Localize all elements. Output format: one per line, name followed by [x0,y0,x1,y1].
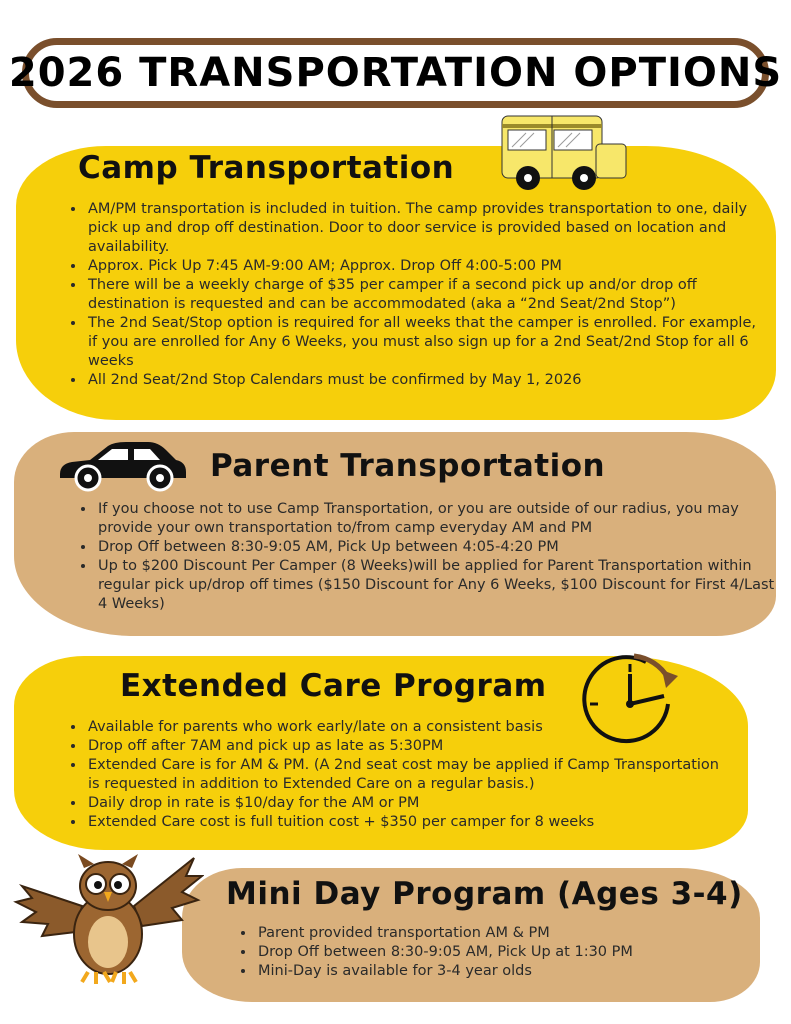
page-title-banner [8,38,783,108]
list-item: • AM/PM transportation is included in tuition. The camp provides transportation to one, daily pick up and drop off destination. Door to door service is provided based on location and availability. [86,200,756,257]
page-title: 2026 TRANSPORTATION OPTIONS [8,50,783,96]
car-icon [56,438,190,494]
list-item: • Drop off after 7AM and pick up as late as 5:30PM [86,737,726,756]
list-item: • All 2nd Seat/2nd Stop Calendars must be confirmed by May 1, 2026 [86,371,756,390]
list-item: • Mini-Day is available for 3-4 year olds [256,962,766,981]
list-item: • Up to $200 Discount Per Camper (8 Weeks)will be applied for Parent Transportation within regular pick up/drop off times ($150 Discount for Any 6 Weeks, $100 Discount for First 4/Last 4 Weeks) [96,557,782,614]
list-item: • Drop Off between 8:30-9:05 AM, Pick Up at 1:30 PM [256,943,766,962]
list-item: • Approx. Pick Up 7:45 AM-9:00 AM; Approx. Drop Off 4:00-5:00 PM [86,257,756,276]
owl-mascot-icon [12,850,204,986]
school-bus-icon [498,114,630,194]
list-item: • If you choose not to use Camp Transportation, or you are outside of our radius, you may provide your own transportation to/from camp everyday AM and PM [96,500,782,538]
camp-transportation-list [64,200,756,390]
list-item: • Daily drop in rate is $10/day for the AM or PM [86,794,726,813]
mini-day-list [234,924,766,981]
parent-transportation-title: Parent Transportation [210,448,606,484]
list-item: • Drop Off between 8:30-9:05 AM, Pick Up between 4:05-4:20 PM [96,538,782,557]
list-item: • Extended Care cost is full tuition cost + $350 per camper for 8 weeks [86,813,726,832]
list-item: • There will be a weekly charge of $35 per camper if a second pick up and/or drop off destination is requested and can be accommodated (aka a “2nd Seat/2nd Stop”) [86,276,756,314]
list-item: • Available for parents who work early/late on a consistent basis [86,718,726,737]
list-item: • Parent provided transportation AM & PM [256,924,766,943]
extended-care-title: Extended Care Program [120,668,547,704]
extended-care-list [64,718,726,832]
list-item: • Extended Care is for AM & PM. (A 2nd seat cost may be applied if Camp Transportation is requested in addition to Extended Care on a regular basis.) [86,756,726,794]
list-item: • The 2nd Seat/Stop option is required for all weeks that the camper is enrolled. For example, if you are enrolled for Any 6 Weeks, you must also sign up for a 2nd Seat/2nd Stop for all 6 weeks [86,314,756,371]
mini-day-title: Mini Day Program (Ages 3-4) [226,876,743,912]
parent-transportation-list [74,500,782,614]
camp-transportation-title: Camp Transportation [78,150,455,186]
